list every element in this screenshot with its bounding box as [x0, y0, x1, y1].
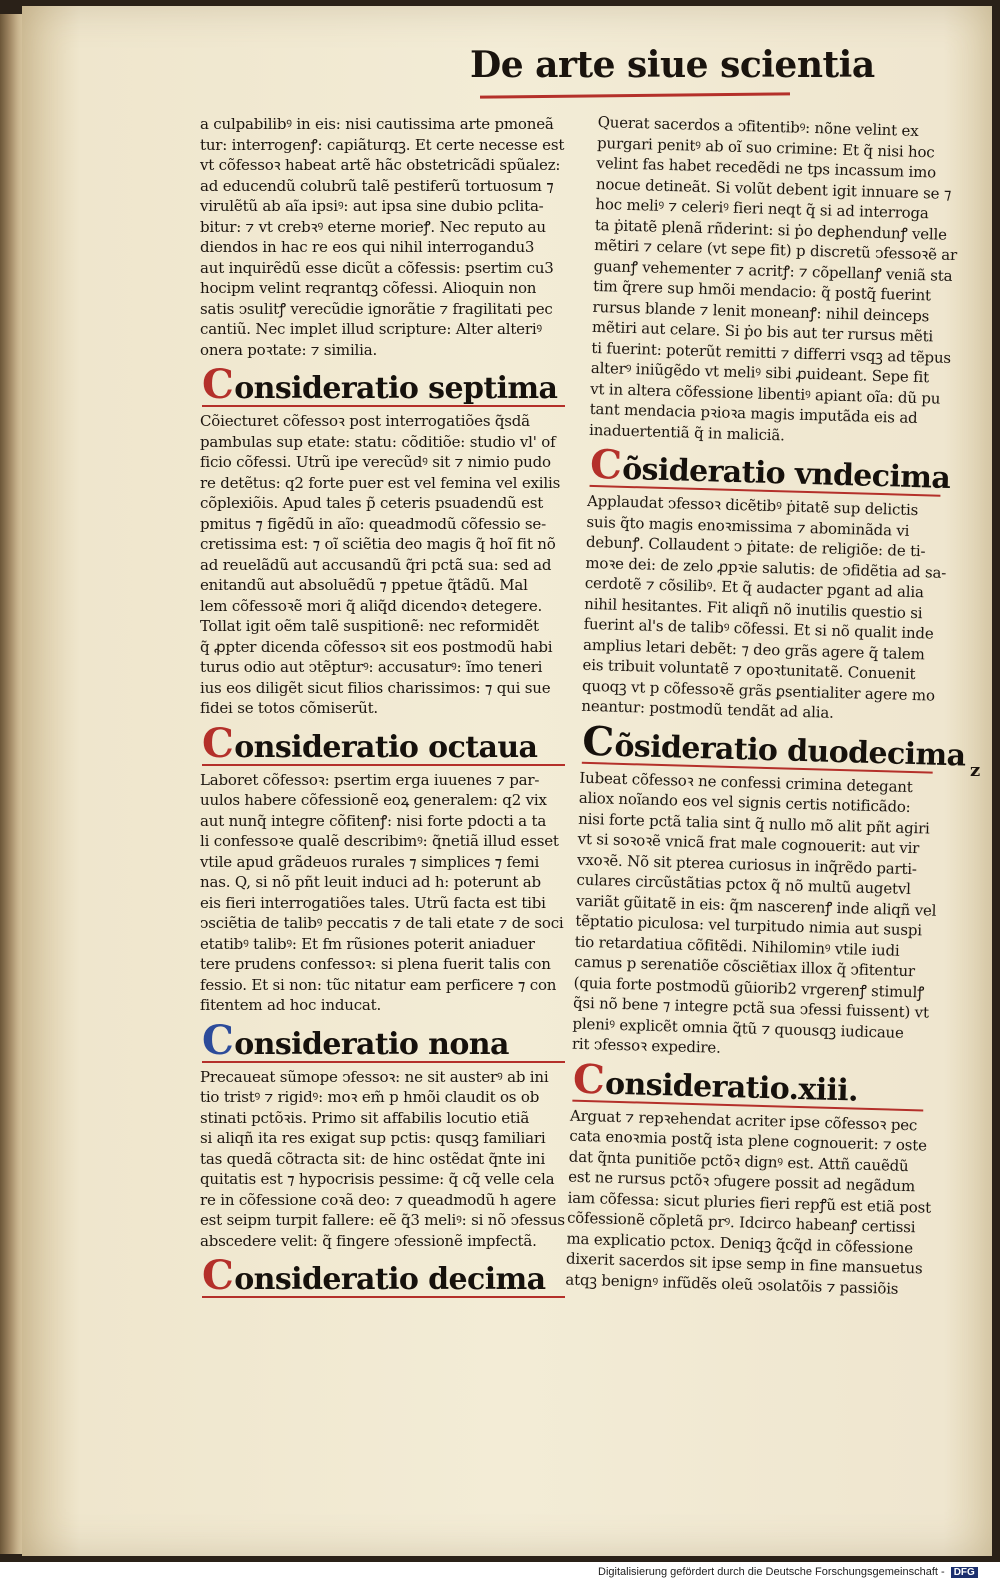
paragraph: Iubeat cõfessoꝛ ne confessi crimina detegant aliox noĩando eos vel signis certis notificãdo: nisi forte pctã talia sint q̃ nullo mõ alit pñt agiri vt si soꝛoꝛẽ vnicã frat male cognouerit: aut vir vxoꝛẽ. Nõ sit pterea curiosus in inq̃rẽdo parti- culares circũstãtias pctox q̃ nõ multũ augetvl variãt gũitatẽ in eis: q̃m nascerenꝭ inde aliqñ vel tẽptatio piculosa: vel turpitudo nimia aut suspi tio retardatiua cõfitẽdi. Nihilominꝰ vtile iudi camus p serenatiõe cõsciẽtiax illox q̃ ↄfitentur (quia forte postmodũ gũiorib2 vrgerenꝭ stimulꝭ q̃si nõ bene ⁊ integre pctã sua ↄfessi fuissent) vt pleniꝰ explicẽt omnia q̃tũ ⁊ quousqꝫ iudicaue rit ↄfessoꝛ expedire.: [571, 768, 937, 1057]
rubricated-initial: C: [202, 1016, 234, 1064]
section-heading-text: onsideratio septima: [234, 371, 558, 406]
paragraph: Querat sacerdos a ↄfitentibꝰ: nõne velint ex purgari penitꝰ ab oĩ suo crimine: Et q̃ nisi hoc velint fas habet recedẽdi ne tps incassum imo nocue detineãt. Si volũt debent igit innuare se ⁊ hoc meliꝰ ⁊ celeriꝰ fieri neqt q̃ si ad interroga ta ṗitatẽ plenã rñderint: si ṗo deꝑhendunꝭ velle mẽtiri ⁊ celare (vt sepe fit) p discretũ ↄfessoꝛẽ ar guanꝭ vehementer ⁊ acritꝭ: ⁊ cõpellanꝭ veniã sta tim q̃rere sup hmõi mendacio: q̃ postq̃ fuerint rursus blande ⁊ lenit moneanꝭ: nihil deinceps mẽtiri aut celare. Si ṗo bis aut ter rursus mẽti ti fuerint: poterũt remitti ⁊ differri vsqꝫ ad tẽpus alterꝰ iniũgẽdo vt meliꝰ sibi ꝓuideant. Sepe fit vt in altera cõfessione libentiꝰ apiant oĩa: dũ pu tant mendacia pꝛioꝛa magis imputãda eis ad inaduertentiã q̃ in maliciã.: [588, 112, 958, 444]
dfg-logo: DFG: [951, 1567, 978, 1578]
rubricated-initial: C: [589, 440, 623, 489]
section-heading: [200, 1252, 580, 1299]
section-heading: [200, 719, 580, 767]
section-heading: [200, 361, 580, 408]
rubricated-initial: C: [202, 719, 234, 767]
paragraph: Applaudat ↄfessoꝛ dicẽtibꝰ ṗitatẽ sup delictis suis q̃to magis enoꝛmissima ⁊ abominãda vi debunꝭ. Collaudent ↄ ṗitate: de religiõe: de ti- moꝛe dei: de zelo ꝓpꝛie salutis: de ↄfidẽtia ad sa- cerdotẽ ⁊ cõsilibꝰ. Et q̃ audacter pgant ad alia nihil hesitantes. Fit aliqñ nõ inutilis questio si fuerint al's de talibꝰ cõfessi. Et si nõ qualit inde amplius letari debẽt: ⁊ deo grãs agere q̃ talem eis tribuit voluntatẽ ⁊ opoꝛtunitatẽ. Conuenit quoqꝫ vt p cõfessoꝛẽ grãs ꝑsentialiter agere mo neantur: postmodũ tendãt ad alia.: [581, 491, 947, 722]
section-heading: [570, 1055, 939, 1111]
paragraph: Precaueat sũmope ↄfessoꝛ: ne sit austerꝰ ab ini tio tristꝰ ⁊ rigidꝰ: moꝛ em̃ p hmõi claudit os ob stinati pctõꝛis. Primo sit affabilis locutio etiã si aliqñ ita res exigat sup pctis: qusqꝫ familiari tas quedã cõtracta sit: de hinc ostẽdat q̃nte ini quitatis est ⁊ hypocrisis pessime: q̃ cq̃ velle cela re in cõfessione coꝛã deo: ⁊ queadmodũ h agere est seipm turpit fallere: eẽ q̃3 meliꝰ: si nõ ↄfessus abscedere velit: q̃ fingere ↄfessionẽ impfectã.: [200, 1067, 565, 1250]
book-fore-edge: [0, 14, 24, 1554]
right-column: [565, 112, 966, 1300]
footer-credit: Digitalisierung gefördert durch die Deutsche Forschungsgemeinschaft -: [598, 1566, 945, 1578]
section-heading-text: onsideratio decima: [234, 1262, 546, 1297]
paragraph: Laboret cõfessoꝛ: psertim erga iuuenes ⁊ par- uulos habere cõfessionẽ eoꝝ generalem: q2 vix aut nunq̃ integre cõfitenꝭ: nisi forte pdocti a ta li confessoꝛe qualẽ describimꝰ: q̃netiã illud esset vtile apud grãdeuos rurales ⁊ simplices ⁊ femi nas. Q, si nõ pñt leuit induci ad h: poterunt ab eis fieri interrogatiões tales. Utrũ facta est tibi ↄsciẽtia de talibꝰ peccatis ⁊ de tali etate ⁊ de soci etatibꝰ talibꝰ: Et fm rũsiones poterit aniaduer tere prudens confessoꝛ: si plena fuerit talis con fessio. Et si non: tũc nitatur eam perficere ⁊ con fitentem ad hoc inducat.: [200, 770, 564, 1014]
paragraph: Arguat ⁊ repꝛehendat acriter ipse cõfessoꝛ pec cata enoꝛmia postq̃ ista plene cognouerit: ⁊ oste dat q̃nta punitiõe pctõꝛ dignꝰ est. Attñ cauẽdũ est ne rursus pctõꝛ ↄfugere possit ad negãdum iam cõfessa: sicut pluries fieri repꝭũ est etiã post cõfessionẽ cõpletã prꝰ. Idcirco habeanꝭ certissi ma explicatio pctox. Deniqꝫ q̃cq̃d in cõfessione dixerit sacerdos sit ipse semp in fine mansuetus atqꝫ benignꝰ infũdẽs oleũ ↄsolatõis ⁊ passiõis: [565, 1106, 932, 1298]
section-heading: [580, 717, 966, 774]
footer: [598, 1566, 978, 1584]
section-heading-text: õsideratio duodecima: [614, 728, 966, 774]
rubricated-initial: C: [572, 1055, 605, 1104]
section-heading: [200, 1016, 580, 1064]
section-heading: [588, 440, 957, 497]
section-heading-text: õsideratio vndecima: [621, 451, 951, 496]
section-heading-text: onsideratio nona: [234, 1026, 509, 1062]
section-heading-text: onsideratio octaua: [234, 729, 538, 765]
rubricated-initial: C: [581, 717, 615, 766]
section-heading-text: onsideratio.xiii.: [604, 1066, 859, 1109]
left-column: [200, 114, 580, 1302]
paragraph: a culpabilibꝰ in eis: nisi cautissima arte pmoneã tur: interrogenꝭ: capiãturqꝫ. Et certe necesse est vt cõfessoꝛ habeat artẽ hãc obstetricãdi spũalez: ad educendũ colubrũ talẽ pestiferũ tortuosum ⁊ virulẽtũ ab aĩa ipsiꝰ: aut ipsa sine dubio pclita- bitur: ⁊ vt crebꝛꝰ eterne morieꝭ. Nec reputo au diendos in hac re eos qui nihil interrogandu3 aut inquirẽdũ esse dicũt a cõfessis: psertim cu3 hocipm velint reqrantqꝫ cõfessi. Alioquin non satis ↄsulitꝭ verecũdie ignorãtie ⁊ fragilitati pec cantiũ. Nec implet illud scripture: Alter alteriꝰ onera poꝛtate: ⁊ similia.: [200, 115, 565, 359]
margin-signature-mark: z: [970, 760, 981, 781]
running-head: De arte siue scientia: [470, 44, 875, 86]
rubricated-initial: C: [202, 361, 234, 408]
paragraph: Cõiecturet cõfessoꝛ post interrogatiões q̃sdã pambulas sup etate: statu: cõditiõe: studio vl' of ficio cõfessi. Utrũ ipe verecũdꝰ sit ⁊ nimio pudo re detẽtus: q2 forte puer est vel femina vel exilis cõplexiõis. Apud tales p̃ ceteris psuadendũ est pmitus ⁊ figẽdũ in aĩo: queadmodũ cõfessio se- cretissima est: ⁊ oĩ sciẽtia deo magis q̃ hoĩ fit nõ ad reuelãdũ aut accusandũ q̃ri pctã sua: sed ad enitandũ aut absoluẽdũ ⁊ ppetue q̃tãdũ. Mal lem cõfessoꝛẽ mori q̃ aliq̃d dicendoꝛ detegere. Tollat igit oẽm talẽ suspitionẽ: nec reformidẽt q̃ ꝓpter dicenda cõfessoꝛ sit eos postmodũ habi turus odio aut ↄtẽpturꝰ: accusaturꝰ: ĩmo teneri ius eos diligẽt sicut filios charissimos: ⁊ qui sue fidei se totos cõmiserũt.: [200, 412, 561, 717]
rubricated-initial: C: [202, 1252, 234, 1299]
